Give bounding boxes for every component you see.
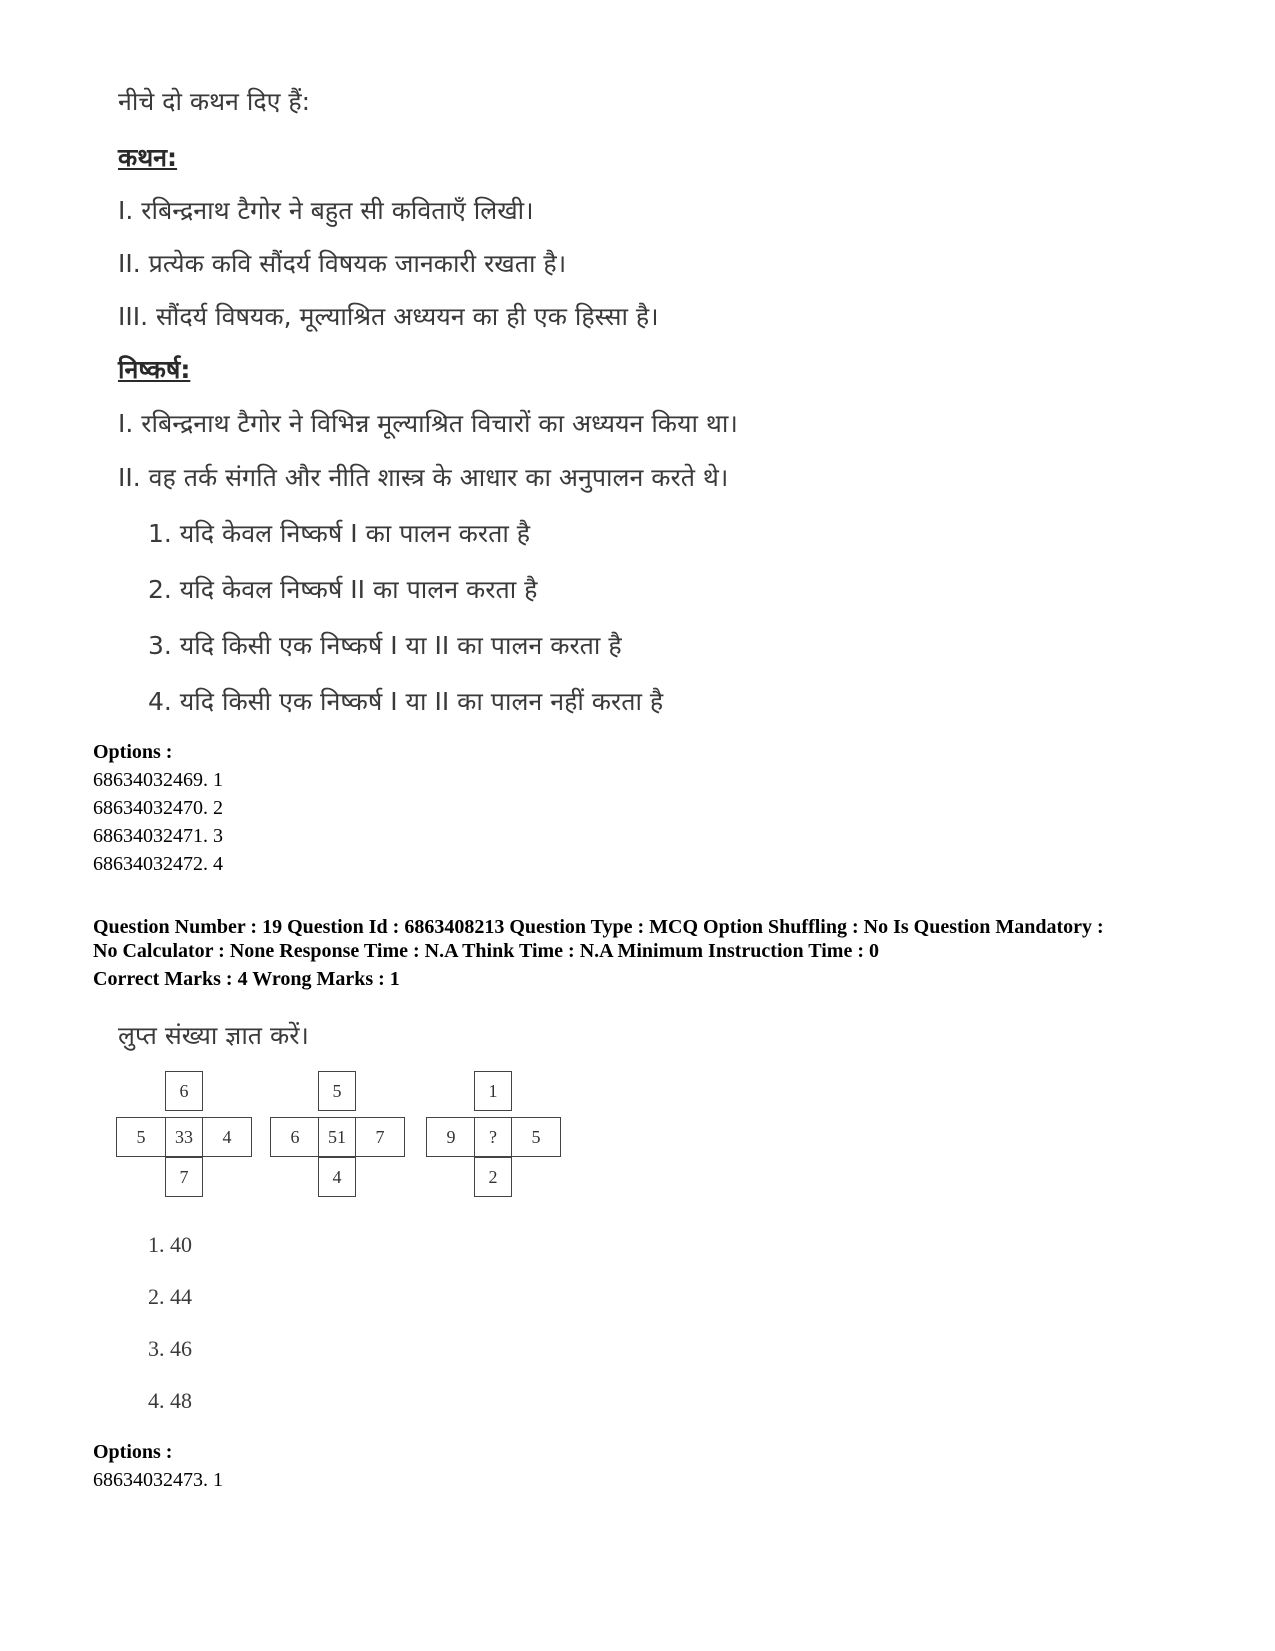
cross-1-left: 5 bbox=[116, 1117, 166, 1157]
q18-statements-heading: कथन: bbox=[118, 143, 178, 172]
q19-marks-line: Correct Marks : 4 Wrong Marks : 1 bbox=[93, 968, 400, 990]
cross-3-top: 1 bbox=[474, 1071, 512, 1111]
q18-option-2: 68634032470. 2 bbox=[93, 797, 223, 819]
cross-2-top: 5 bbox=[318, 1071, 356, 1111]
cross-1-top: 6 bbox=[165, 1071, 203, 1111]
cross-2-left: 6 bbox=[270, 1117, 320, 1157]
q18-statement-2: II. प्रत्येक कवि सौंदर्य विषयक जानकारी रखता है। bbox=[118, 249, 567, 278]
cross-3-bottom: 2 bbox=[474, 1157, 512, 1197]
q18-choice-3: 3. यदि किसी एक निष्कर्ष I या II का पालन करता है bbox=[148, 631, 622, 660]
q19-choice-4: 4. 48 bbox=[148, 1388, 192, 1413]
cross-2-center: 51 bbox=[318, 1117, 356, 1157]
q19-choice-3: 3. 46 bbox=[148, 1336, 192, 1361]
cross-3-center: ? bbox=[474, 1117, 512, 1157]
q18-option-4: 68634032472. 4 bbox=[93, 853, 223, 875]
cross-3-left: 9 bbox=[426, 1117, 476, 1157]
cross-2-right: 7 bbox=[355, 1117, 405, 1157]
q18-statement-1: I. रबिन्द्रनाथ टैगोर ने बहुत सी कविताएँ लिखी। bbox=[118, 196, 534, 225]
q18-conclusion-2: II. वह तर्क संगति और नीति शास्त्र के आधार का अनुपालन करते थे। bbox=[118, 463, 729, 492]
q19-prompt: लुप्त संख्या ज्ञात करें। bbox=[118, 1021, 309, 1050]
cross-1-center: 33 bbox=[165, 1117, 203, 1157]
q18-option-1: 68634032469. 1 bbox=[93, 769, 223, 791]
q19-choice-2: 2. 44 bbox=[148, 1284, 192, 1309]
q18-conclusions-heading: निष्कर्ष: bbox=[118, 355, 191, 384]
q18-choice-2: 2. यदि केवल निष्कर्ष II का पालन करता है bbox=[148, 575, 538, 604]
q18-statement-3: III. सौंदर्य विषयक, मूल्याश्रित अध्ययन का ही एक हिस्सा है। bbox=[118, 302, 659, 331]
q19-meta-line-1: Question Number : 19 Question Id : 6863408213 Question Type : MCQ Option Shuffling : No Is Question Mandatory : bbox=[93, 916, 1104, 938]
cross-3-right: 5 bbox=[511, 1117, 561, 1157]
q19-meta-line-2: No Calculator : None Response Time : N.A Think Time : N.A Minimum Instruction Time : 0 bbox=[93, 940, 879, 962]
q18-conclusion-1: I. रबिन्द्रनाथ टैगोर ने विभिन्न मूल्याश्रित विचारों का अध्ययन किया था। bbox=[118, 409, 738, 438]
q19-choice-1: 1. 40 bbox=[148, 1232, 192, 1257]
q19-options-label: Options : bbox=[93, 1441, 173, 1463]
q19-option-1: 68634032473. 1 bbox=[93, 1469, 223, 1491]
cross-1-right: 4 bbox=[202, 1117, 252, 1157]
q18-intro: नीचे दो कथन दिए हैं: bbox=[118, 87, 311, 116]
q18-choice-4: 4. यदि किसी एक निष्कर्ष I या II का पालन नहीं करता है bbox=[148, 687, 664, 716]
q18-option-3: 68634032471. 3 bbox=[93, 825, 223, 847]
cross-2-bottom: 4 bbox=[318, 1157, 356, 1197]
cross-1-bottom: 7 bbox=[165, 1157, 203, 1197]
q18-options-label: Options : bbox=[93, 741, 173, 763]
q18-choice-1: 1. यदि केवल निष्कर्ष I का पालन करता है bbox=[148, 519, 531, 548]
